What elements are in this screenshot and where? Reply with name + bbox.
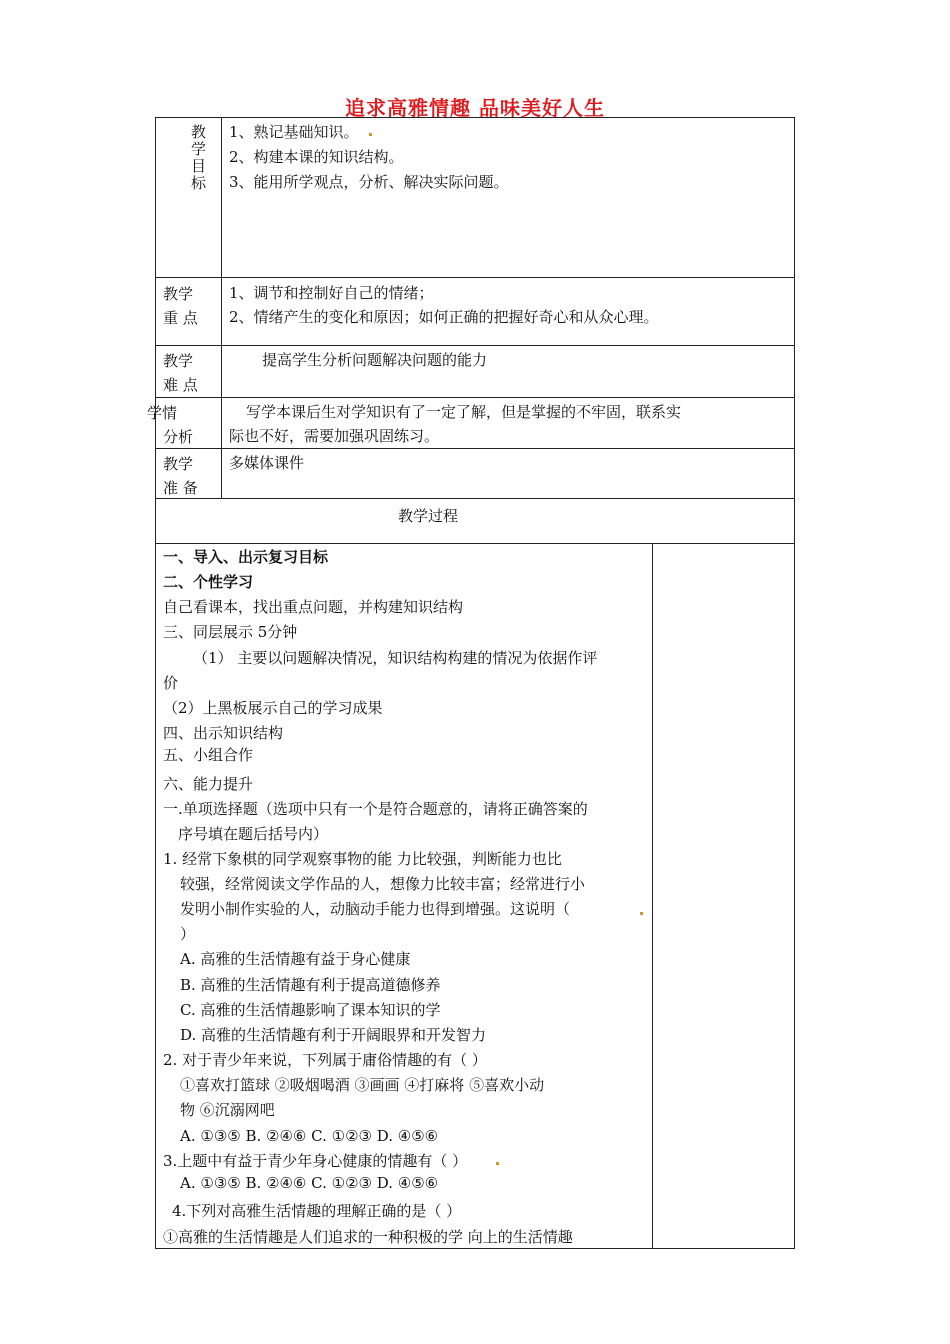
student-analysis-line: 际也不好，需要加强巩固练习。 <box>229 427 440 445</box>
row-divider <box>155 345 795 346</box>
question-4-line: 4.下列对高雅生活情趣的理解正确的是（ ） <box>172 1202 462 1220</box>
question-4-line: ①高雅的生活情趣是人们追求的一种积极的学 向上的生活情趣 <box>163 1228 573 1246</box>
process-line: 六、能力提升 <box>163 775 254 793</box>
key-points-label-1: 教学 <box>163 285 194 303</box>
question-2-line: 2. 对于青少年来说，下列属于庸俗情趣的有（ ） <box>163 1051 487 1069</box>
process-line: 四、出示知识结构 <box>163 724 284 742</box>
student-analysis-line: 写学本课后生对学知识有了一定了解，但是掌握的不牢固，联系实 <box>246 403 682 421</box>
goal-item: 1、熟记基础知识。 <box>229 123 359 141</box>
key-point-item: 1、调节和控制好自己的情绪； <box>229 284 434 302</box>
process-line: 三、同层展示 5分钟 <box>163 623 298 641</box>
question-3-line: 3.上题中有益于青少年身心健康的情趣有（ ） <box>163 1152 468 1170</box>
process-header: 教学过程 <box>398 507 459 525</box>
document-title: 追求高雅情趣 品味美好人生 <box>345 96 605 120</box>
question-2-options: A. ①③⑤ B. ②④⑥ C. ①②③ D. ④⑤⑥ <box>180 1127 439 1145</box>
process-line: 一、导入、出示复习目标 <box>163 548 329 566</box>
question-1-option: C. 高雅的生活情趣影响了课本知识的学 <box>180 1001 441 1019</box>
row-divider <box>155 448 795 449</box>
key-points-label-2: 重 点 <box>163 309 198 327</box>
question-intro: 一.单项选择题（选项中只有一个是符合题意的，请将正确答案的 <box>163 800 588 818</box>
process-line: 自己看课本，找出重点问题，并构建知识结构 <box>163 598 464 616</box>
scan-dot <box>640 912 643 915</box>
row-divider <box>155 543 795 544</box>
goal-item: 3、能用所学观点，分析、解决实际问题。 <box>229 173 509 191</box>
preparation-label-2: 准 备 <box>163 479 198 497</box>
question-intro: 序号填在题后括号内） <box>178 825 329 843</box>
label-column-divider <box>221 117 222 498</box>
scan-dot <box>369 133 372 136</box>
preparation-text: 多媒体课件 <box>229 454 305 472</box>
process-line: 二、个性学习 <box>163 573 254 591</box>
student-analysis-label-1: 学情 <box>147 404 178 422</box>
difficulties-label-2: 难 点 <box>163 376 198 394</box>
question-1-line: 发明小制作实验的人，动脑动手能力也得到增强。这说明（ <box>180 900 571 918</box>
question-2-line: ①喜欢打篮球 ②吸烟喝酒 ③画画 ④打麻将 ⑤喜欢小动 <box>180 1076 545 1094</box>
question-1-option: B. 高雅的生活情趣有利于提高道德修养 <box>180 976 441 994</box>
row-divider <box>155 277 795 278</box>
process-line: （2）上黑板展示自己的学习成果 <box>163 699 383 717</box>
process-line: （1） 主要以问题解决情况，知识结构构建的情况为依据作评 <box>193 649 598 667</box>
question-1-option: A. 高雅的生活情趣有益于身心健康 <box>180 950 411 968</box>
goal-item: 2、构建本课的知识结构。 <box>229 148 404 166</box>
process-column-divider <box>652 543 653 1249</box>
question-1-line: 较强，经常阅读文学作品的人，想像力比较丰富；经常进行小 <box>180 875 586 893</box>
question-1-line: ） <box>180 925 196 943</box>
goals-label: 教学目标 <box>191 123 207 192</box>
question-2-line: 物 ⑥沉溺网吧 <box>180 1101 275 1119</box>
process-line: 五、小组合作 <box>163 746 254 764</box>
row-divider <box>155 397 795 398</box>
key-point-item: 2、情绪产生的变化和原因；如何正确的把握好奇心和从众心理。 <box>229 308 659 326</box>
question-1-line: 1. 经常下象棋的同学观察事物的能 力比较强，判断能力也比 <box>163 850 562 868</box>
question-3-options: A. ①③⑤ B. ②④⑥ C. ①②③ D. ④⑤⑥ <box>180 1174 439 1192</box>
preparation-label-1: 教学 <box>163 455 194 473</box>
student-analysis-label-2: 分析 <box>163 428 194 446</box>
row-divider <box>155 498 795 499</box>
difficulties-text: 提高学生分析问题解决问题的能力 <box>262 351 488 369</box>
question-1-option: D. 高雅的生活情趣有利于开阔眼界和开发智力 <box>180 1026 487 1044</box>
process-line: 价 <box>163 674 179 692</box>
difficulties-label-1: 教学 <box>163 352 194 370</box>
scan-dot <box>496 1162 499 1165</box>
